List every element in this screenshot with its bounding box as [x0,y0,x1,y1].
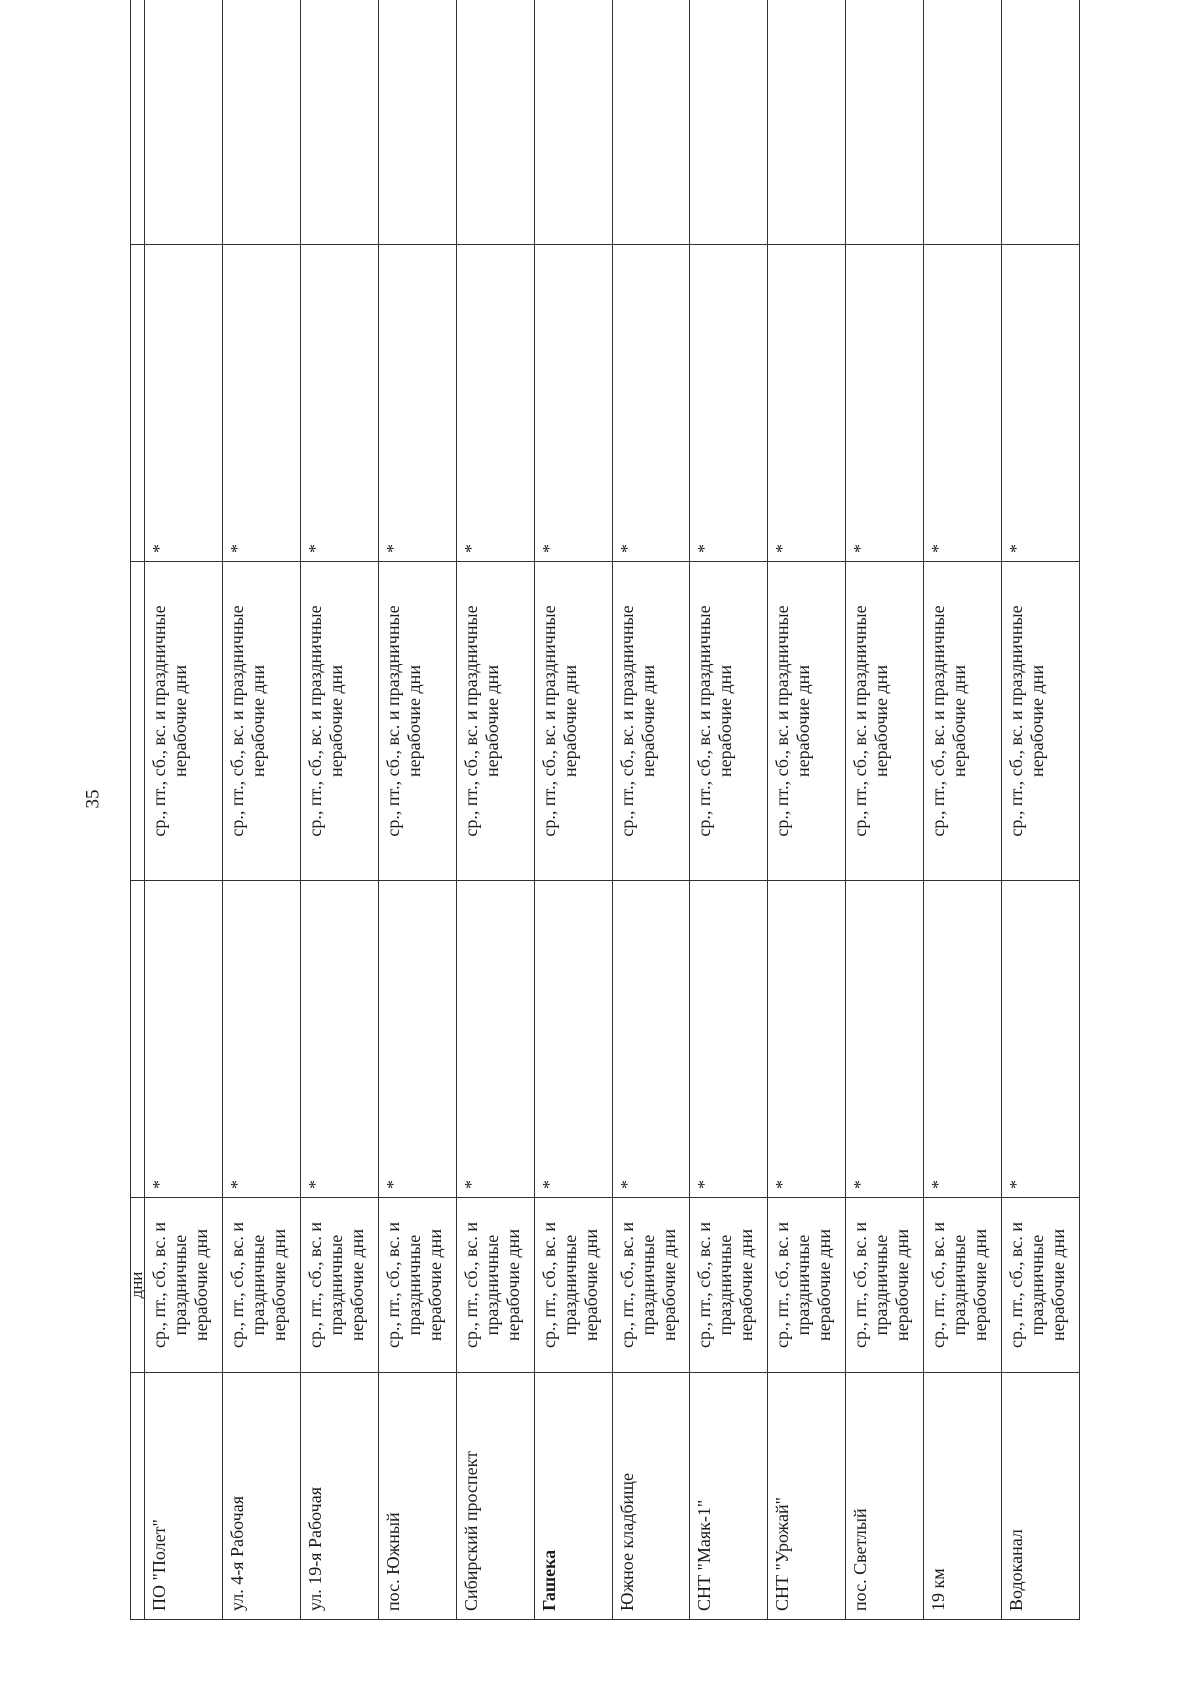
days2-cell: ср., пт., сб., вс. и праздничные нерабочие дни [300,562,378,881]
star1-cell: * [612,881,690,1198]
days1-cell: ср., пт., сб., вс. и праздничные нерабочие дни [223,1198,301,1373]
star2-cell: * [690,245,768,562]
table-row [1001,0,1079,1620]
days1-cell: ср., пт., сб., вс. и праздничные нерабочие дни [145,1198,223,1373]
empty-cell [223,0,301,245]
days1-cell: ср., пт., сб., вс. и праздничные нерабочие дни [612,1198,690,1373]
table-row [612,0,690,1620]
star2-cell: * [846,245,924,562]
star1-cell: * [846,881,924,1198]
days2-cell: ср., пт., сб., вс. и праздничные нерабочие дни [612,562,690,881]
days2-cell: ср., пт., сб., вс. и праздничные нерабочие дни [456,562,534,881]
table-row [300,0,378,1620]
empty-cell [378,0,456,245]
star1-cell: * [145,881,223,1198]
cell-loc [131,1373,145,1620]
table-row [378,0,456,1620]
days1-cell: ср., пт., сб., вс. и праздничные нерабочие дни [768,1198,846,1373]
star1-cell: * [924,881,1002,1198]
location-cell: Сибирский проспект [456,1373,534,1620]
days2-cell: ср., пт., сб., вс. и праздничные нерабочие дни [924,562,1002,881]
table-row [145,0,223,1620]
days2-cell: ср., пт., сб., вс. и праздничные нерабочие дни [223,562,301,881]
table-row [223,0,301,1620]
empty-cell [534,0,612,245]
star2-cell: * [612,245,690,562]
star2-cell: * [300,245,378,562]
empty-cell [456,0,534,245]
location-cell: пос. Южный [378,1373,456,1620]
days1-cell: ср., пт., сб., вс. и праздничные нерабочие дни [1001,1198,1079,1373]
star1-cell: * [768,881,846,1198]
empty-cell [846,0,924,245]
page-number: 35 [82,789,103,809]
empty-cell [924,0,1002,245]
cell-days2 [131,562,145,881]
table-row [924,0,1002,1620]
location-cell: Водоканал [1001,1373,1079,1620]
star1-cell: * [456,881,534,1198]
days1-cell: ср., пт., сб., вс. и праздничные нерабочие дни [690,1198,768,1373]
schedule-table [127,0,1080,1620]
table-row [768,0,846,1620]
star2-cell: * [1001,245,1079,562]
days1-cell: ср., пт., сб., вс. и праздничные нерабочие дни [924,1198,1002,1373]
star1-cell: * [534,881,612,1198]
empty-cell [612,0,690,245]
days2-cell: ср., пт., сб., вс. и праздничные нерабочие дни [378,562,456,881]
days2-cell: ср., пт., сб., вс. и праздничные нерабочие дни [846,562,924,881]
star2-cell: * [534,245,612,562]
star1-cell: * [690,881,768,1198]
star2-cell: * [924,245,1002,562]
empty-cell [768,0,846,245]
days1-cell: ср., пт., сб., вс. и праздничные нерабочие дни [846,1198,924,1373]
table-row [456,0,534,1620]
empty-cell [690,0,768,245]
star1-cell: * [378,881,456,1198]
empty-cell [1001,0,1079,245]
cell-empty [131,0,145,245]
location-cell: СНТ "Урожай" [768,1373,846,1620]
continued-row [131,0,145,1620]
days2-cell: ср., пт., сб., вс. и праздничные нерабочие дни [1001,562,1079,881]
location-cell: пос. Светлый [846,1373,924,1620]
days2-cell: ср., пт., сб., вс. и праздничные нерабочие дни [768,562,846,881]
days1-cell: ср., пт., сб., вс. и праздничные нерабочие дни [378,1198,456,1373]
star2-cell: * [378,245,456,562]
star1-cell: * [223,881,301,1198]
days2-cell: ср., пт., сб., вс. и праздничные нерабочие дни [690,562,768,881]
star2-cell: * [768,245,846,562]
days1-cell: ср., пт., сб., вс. и праздничные нерабочие дни [456,1198,534,1373]
rotated-schedule-table [127,80,1080,1620]
table-row [690,0,768,1620]
location-cell: ул. 4-я Рабочая [223,1373,301,1620]
cell-days-continued: дни [131,1198,145,1373]
cell-star2 [131,245,145,562]
location-cell: 19 км [924,1373,1002,1620]
days1-cell: ср., пт., сб., вс. и праздничные нерабочие дни [300,1198,378,1373]
location-cell: Гашека [534,1373,612,1620]
star1-cell: * [300,881,378,1198]
empty-cell [300,0,378,245]
empty-cell [145,0,223,245]
table-body [127,0,1080,1620]
location-cell: ул. 19-я Рабочая [300,1373,378,1620]
table-row [534,0,612,1620]
days1-cell: ср., пт., сб., вс. и праздничные нерабочие дни [534,1198,612,1373]
cell-star1 [131,881,145,1198]
days2-cell: ср., пт., сб., вс. и праздничные нерабочие дни [534,562,612,881]
location-cell: ПО "Полет" [145,1373,223,1620]
days2-cell: ср., пт., сб., вс. и праздничные нерабочие дни [145,562,223,881]
star1-cell: * [1001,881,1079,1198]
star2-cell: * [145,245,223,562]
star2-cell: * [456,245,534,562]
table-row [846,0,924,1620]
location-cell: Южное кладбище [612,1373,690,1620]
location-cell: СНТ "Маяк-1" [690,1373,768,1620]
star2-cell: * [223,245,301,562]
